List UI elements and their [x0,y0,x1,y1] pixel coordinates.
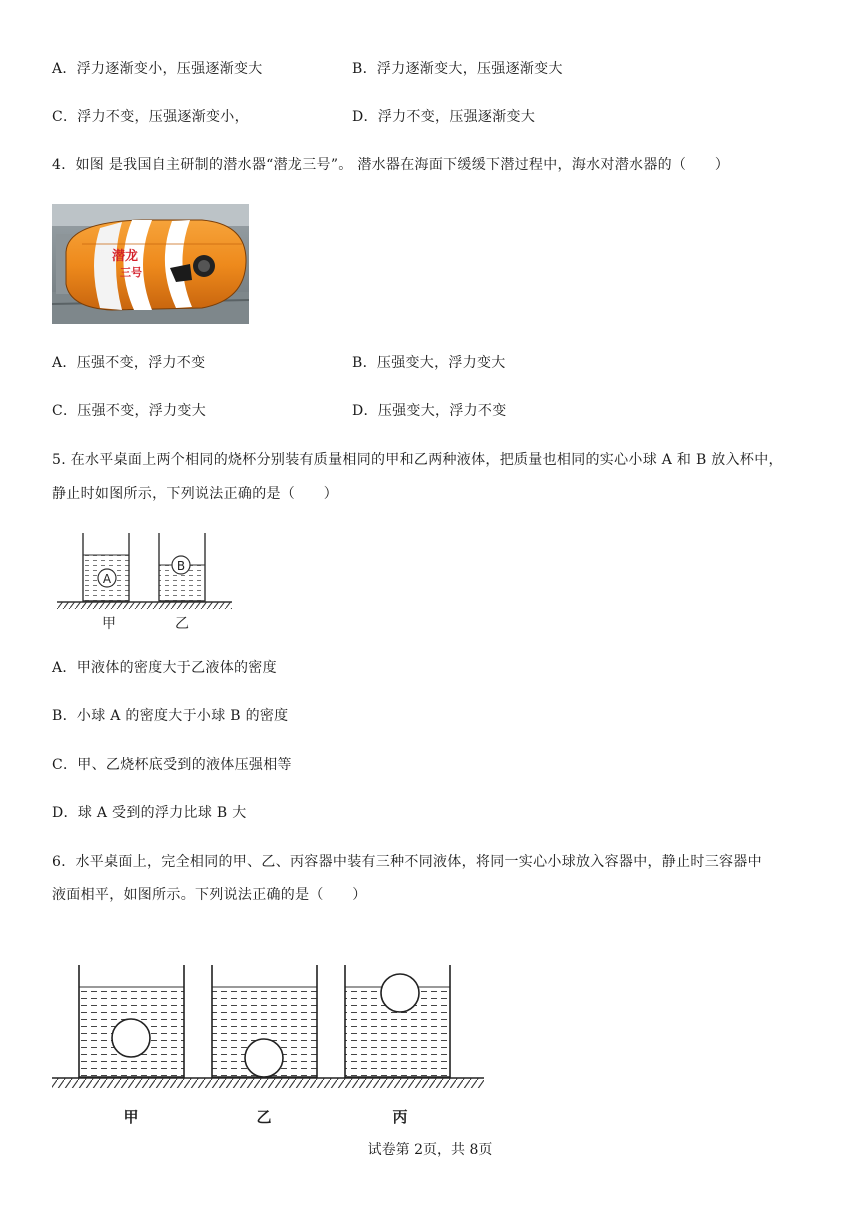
beaker-label-jia: 甲 [102,616,116,632]
q4-option-a: A．压强不变，浮力不变 [52,355,206,371]
submersible-photo [52,204,249,324]
q4-option-b: B．压强变大，浮力变大 [352,355,506,371]
q5-stem-line1: 5. 在水平桌面上两个相同的烧杯分别装有质量相同的甲和乙两种液体，把质量也相同的实心小球 A 和 B 放入杯中， [52,452,783,468]
container-label-yi: 乙 [256,1108,272,1126]
q4-option-c: C．压强不变，浮力变大 [52,403,207,419]
q3-option-d: D．浮力不变，压强逐渐变大 [352,109,536,125]
q4-stem: 4．如图 是我国自主研制的潜水器“潜龙三号”。 潜水器在海面下缓缓下潜过程中，海水对潜水器的（ ） [52,157,730,173]
q5-option-a: A．甲液体的密度大于乙液体的密度 [52,660,277,676]
beaker-label-yi: 乙 [175,616,189,632]
q4-option-d: D．压强变大，浮力不变 [352,403,507,419]
q5-option-d: D．球 A 受到的浮力比球 B 大 [52,805,247,821]
q6-stem-line2: 液面相平，如图所示。下列说法正确的是（ ） [52,887,367,903]
q5-beakers-figure [52,528,242,638]
q3-option-c: C．浮力不变，压强逐渐变小， [52,109,249,125]
photo-text-line2: 三号 [120,266,142,279]
q5-stem-line2: 静止时如图所示，下列说法正确的是（ ） [52,486,338,502]
container-label-jia: 甲 [123,1108,139,1126]
ball-b-label: B [176,559,186,573]
q6-containers-figure [50,960,490,1130]
q3-option-b: B．浮力逐渐变大，压强逐渐变大 [352,61,563,77]
ball-a-label: A [102,572,112,586]
q6-stem-line1: 6．水平桌面上，完全相同的甲、乙、丙容器中装有三种不同液体，将同一实心小球放入容器中，静止时三容器中 [52,854,762,870]
photo-text-line1: 潜龙 [112,249,139,264]
q5-option-b: B．小球 A 的密度大于小球 B 的密度 [52,708,289,724]
q5-option-c: C．甲、乙烧杯底受到的液体压强相等 [52,757,292,773]
container-label-bing: 丙 [392,1108,408,1126]
q3-option-a: A．浮力逐渐变小，压强逐渐变大 [52,61,263,77]
page-footer: 试卷第 2页，共 8页 [367,1142,493,1158]
